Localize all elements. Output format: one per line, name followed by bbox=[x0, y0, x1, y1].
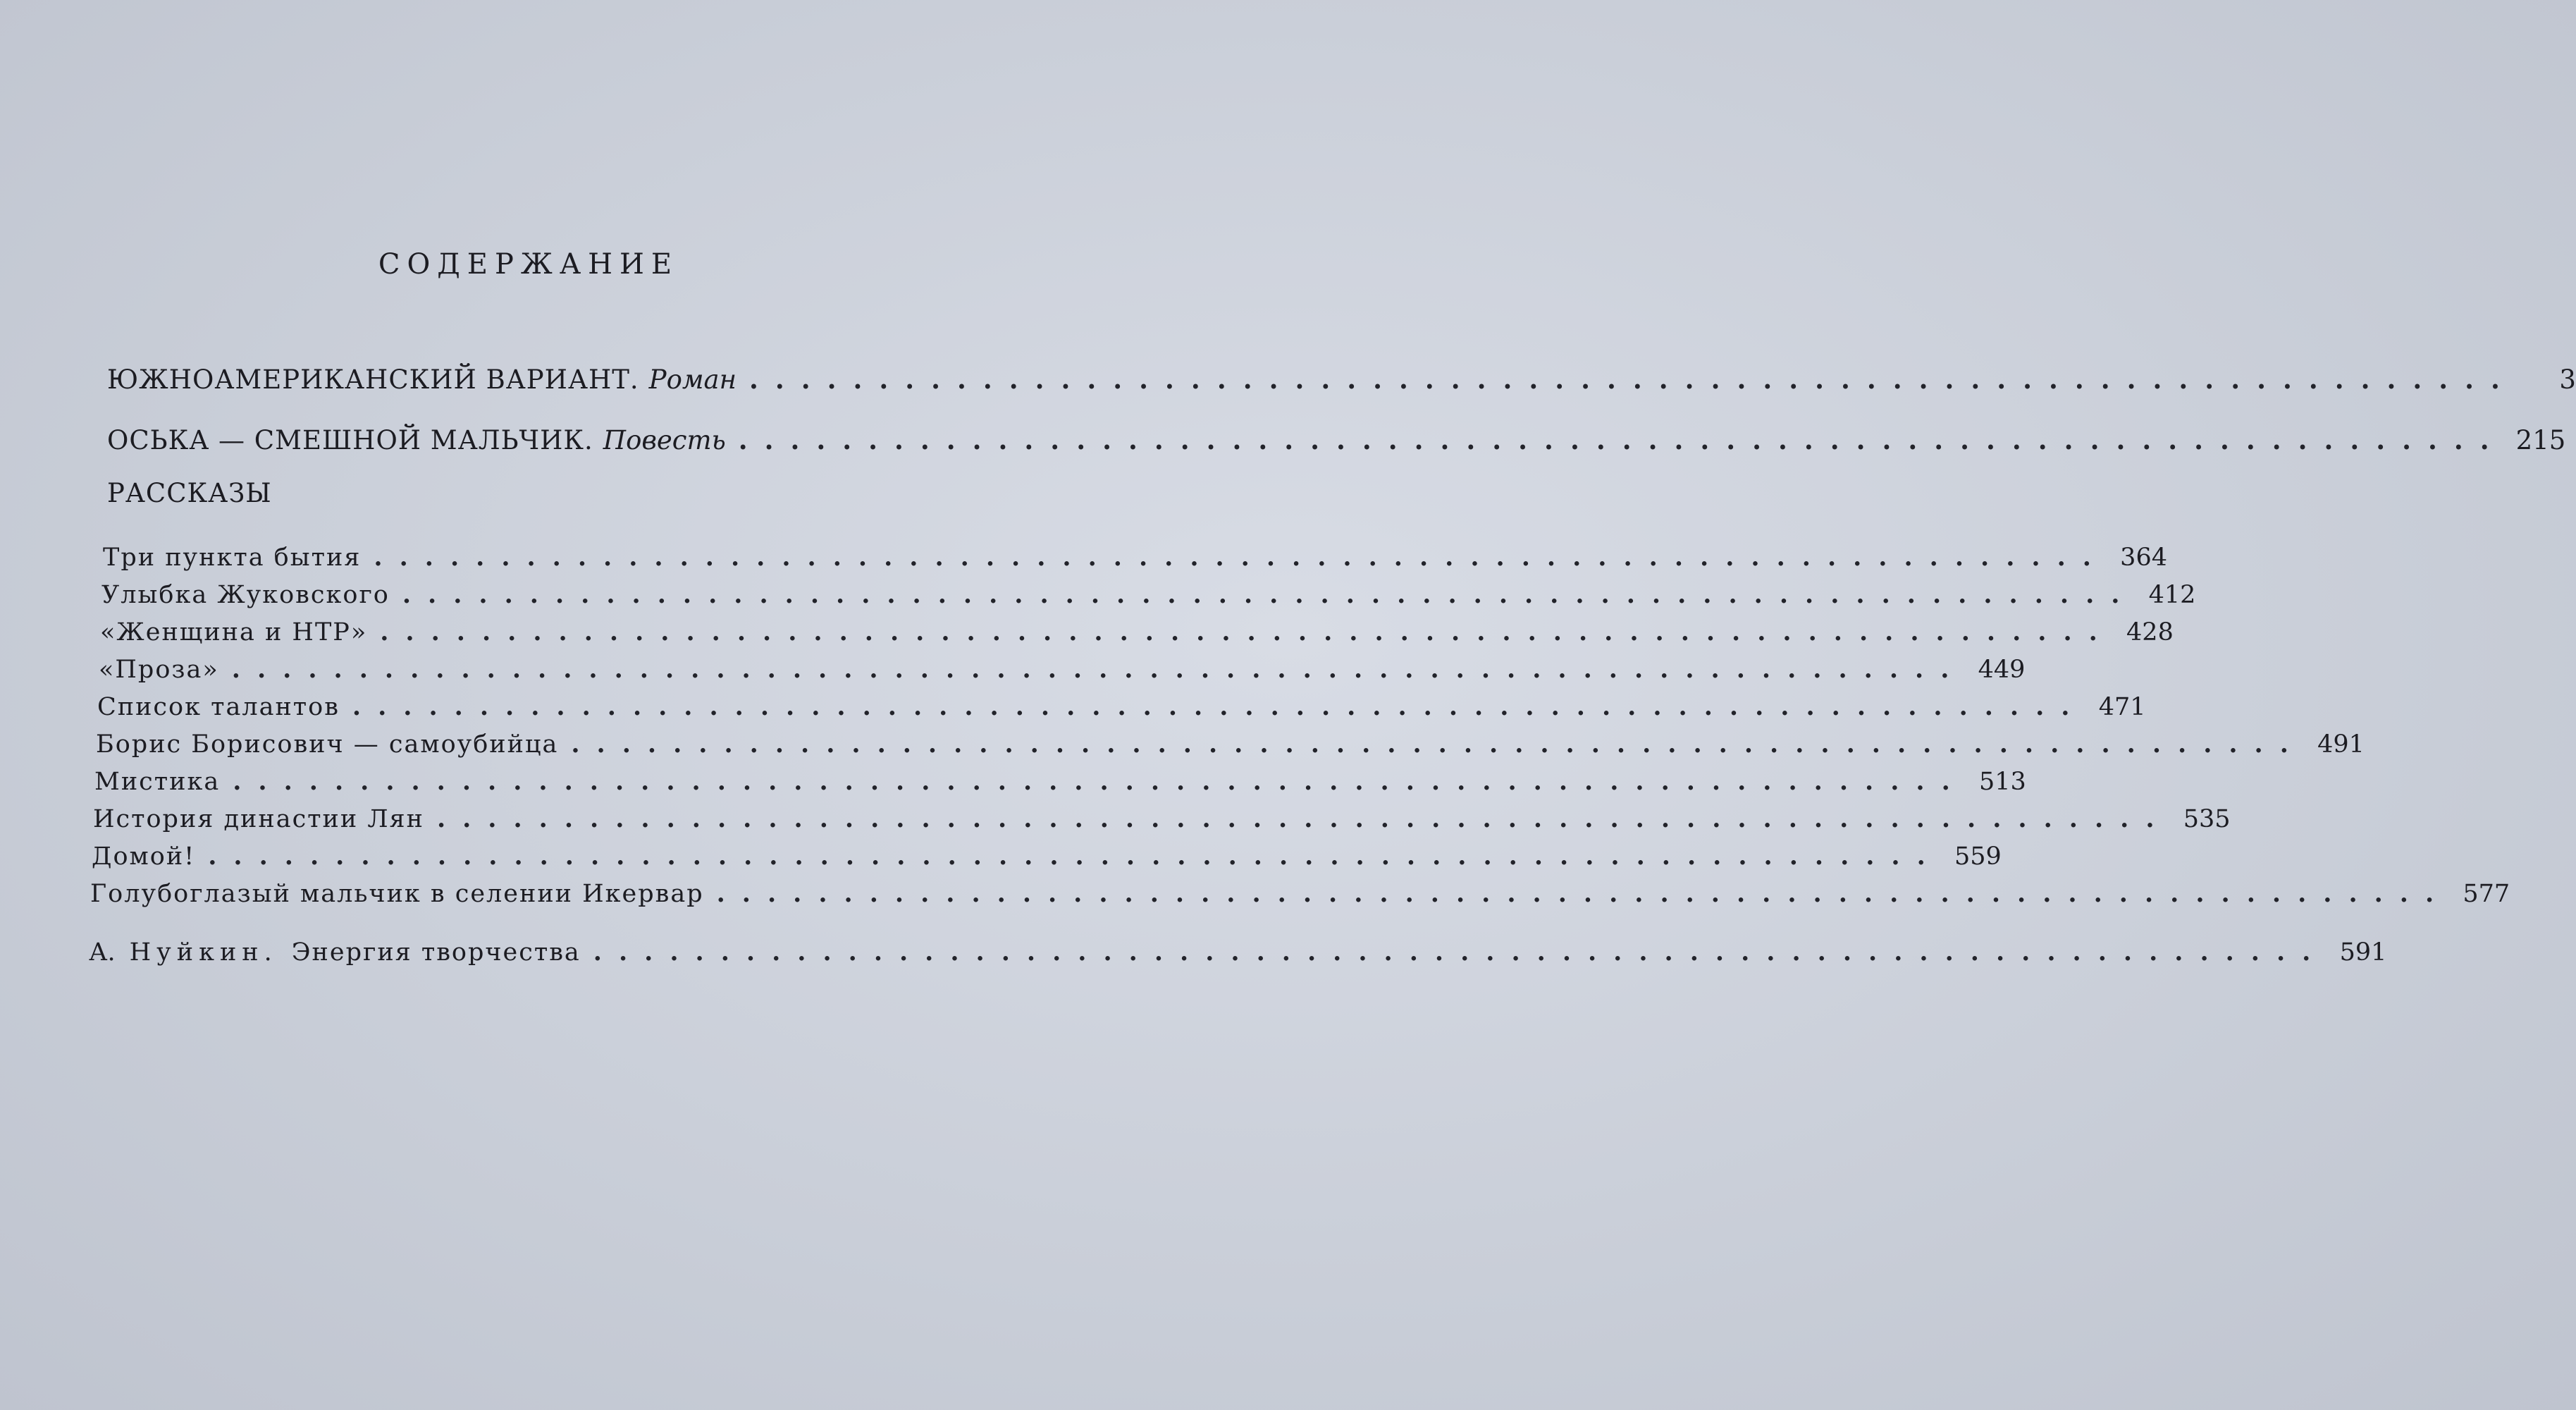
toc-entry-story bbox=[96, 730, 2365, 759]
entry-genre: Повесть bbox=[603, 425, 726, 455]
dot-leader: .................................................................... bbox=[593, 938, 2328, 967]
entry-title: «Женщина и НТР» bbox=[100, 618, 368, 646]
dot-leader: .................................................................... bbox=[436, 804, 2171, 833]
dot-leader: .................................................................... bbox=[231, 655, 1966, 684]
entry-title: ОСЬКА — СМЕШНОЙ МАЛЬЧИК. bbox=[107, 425, 593, 455]
entry-title: Энергия творчества bbox=[291, 938, 581, 967]
entry-title: «Проза» bbox=[99, 656, 219, 684]
dot-leader: .................................................................... bbox=[374, 543, 2108, 572]
entry-page: 215 bbox=[2515, 425, 2566, 455]
entry-genre: Роман bbox=[648, 364, 737, 395]
author-name: Нуйкин. bbox=[129, 938, 278, 967]
entry-title: ЮЖНОАМЕРИКАНСКИЙ ВАРИАНТ. bbox=[107, 364, 639, 395]
dot-leader: .................................................................... bbox=[738, 424, 2506, 455]
dot-leader: .................................................................... bbox=[233, 767, 1967, 796]
dot-leader: .................................................................... bbox=[380, 618, 2114, 646]
dot-leader: .................................................................... bbox=[208, 842, 1942, 871]
page-title: СОДЕРЖАНИЕ bbox=[378, 248, 679, 281]
toc-entry-story bbox=[92, 842, 2002, 871]
entry-title: Борис Борисович — самоубийца bbox=[96, 730, 559, 759]
toc-entry-story bbox=[103, 543, 2167, 572]
entry-title: Список талантов bbox=[97, 693, 340, 721]
entry-title: Домой! bbox=[92, 842, 196, 871]
toc-entry-story bbox=[94, 767, 2026, 796]
bleed-through-text bbox=[63, 0, 1001, 169]
dot-leader: .................................................................... bbox=[402, 580, 2137, 609]
toc-entry-story bbox=[101, 580, 2196, 609]
entry-title: Улыбка Жуковского bbox=[101, 581, 390, 609]
entry-page: 428 bbox=[2126, 618, 2174, 646]
dot-leader: .................................................................... bbox=[352, 692, 2087, 721]
toc-entry-story bbox=[93, 804, 2231, 833]
entry-title: Голубоглазый мальчик в селении Икервар bbox=[90, 880, 704, 908]
toc-entry-story bbox=[90, 879, 2510, 908]
section-heading: РАССКАЗЫ bbox=[107, 478, 272, 508]
toc-entry-story bbox=[100, 618, 2174, 646]
entry-title: История династии Лян bbox=[93, 805, 424, 833]
toc-entry-afterword bbox=[89, 938, 2387, 967]
entry-page: 449 bbox=[1978, 656, 2026, 684]
toc-entry-main bbox=[107, 364, 2576, 395]
entry-page: 3 bbox=[2559, 364, 2576, 395]
entry-page: 364 bbox=[2120, 544, 2167, 572]
author-initial: А. bbox=[89, 938, 116, 967]
entry-page: 591 bbox=[2339, 938, 2387, 967]
entry-page: 471 bbox=[2098, 693, 2146, 721]
dot-leader: .................................................................... bbox=[716, 879, 2451, 908]
toc-entry-story bbox=[97, 692, 2146, 721]
entry-page: 535 bbox=[2183, 805, 2231, 833]
toc-entry-main bbox=[107, 424, 2566, 455]
entry-page: 559 bbox=[1954, 842, 2002, 871]
entry-title: Три пункта бытия bbox=[103, 544, 362, 572]
entry-title: Мистика bbox=[94, 768, 221, 796]
toc-entry-story bbox=[99, 655, 2026, 684]
entry-page: 577 bbox=[2463, 880, 2510, 908]
entry-page: 491 bbox=[2317, 730, 2365, 759]
entry-page: 513 bbox=[1978, 768, 2026, 796]
dot-leader: .................................................................... bbox=[748, 364, 2517, 395]
entry-page: 412 bbox=[2148, 581, 2196, 609]
dot-leader: .................................................................... bbox=[571, 730, 2305, 759]
